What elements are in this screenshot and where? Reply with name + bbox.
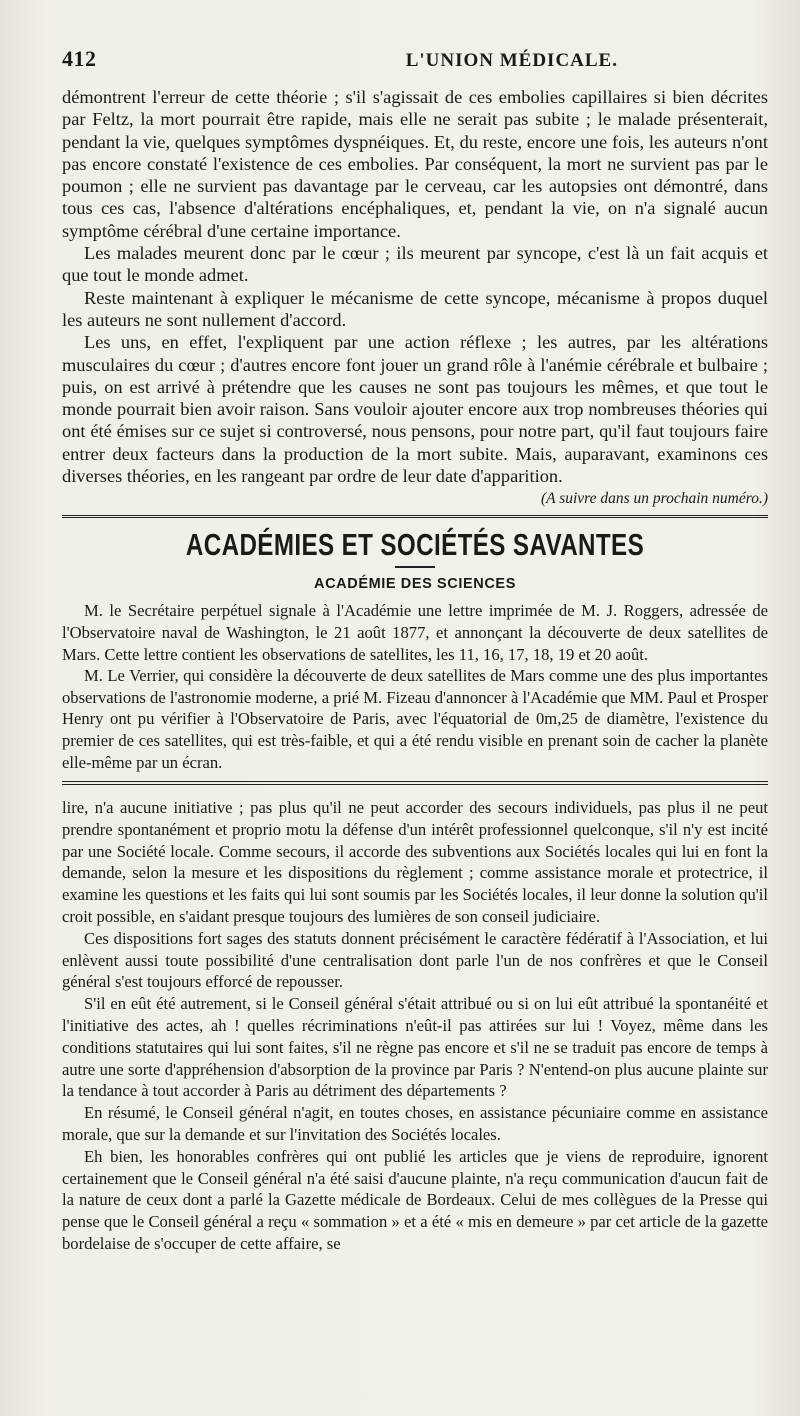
paragraph: S'il en eût été autrement, si le Conseil général s'était attribué ou si on lui eût attribué la spontanéité et l'initiative des actes, ah ! quelles récriminations n'eût-il pas attirées sur lui ! Voyez, même dans les conditions statutaires qui lui sont faites, s'il ne règne pas encore et s'il ne se traduit pas encore de temps à autre une sorte d'appréhension d'absorption de la province par Paris ? N'entend-on plus aucune plainte sur la tendance à tout accorder à Paris au détriment des départements ? xyxy=(62,994,768,1101)
paragraph: En résumé, le Conseil général n'agit, en toutes choses, en assistance pécuniaire comme en assistance morale, que sur la demande et sur l'invitation des Sociétés locales. xyxy=(62,1103,768,1145)
article-continuation xyxy=(62,86,768,509)
title-underline xyxy=(395,566,435,568)
paragraph: Ces dispositions fort sages des statuts donnent précisément le caractère fédératif à l'Association, et lui enlèvent aussi toute possibilité d'une centralisation dont parle l'un de nos confrères et que le Conseil général s'est toujours efforcé de repousser. xyxy=(62,928,768,992)
paragraph: lire, n'a aucune initiative ; pas plus qu'il ne peut accorder des secours individuels, pas plus il ne peut prendre spontanément et proprio motu la défense d'un intérêt professionnel quelconque, s'il n'y est incité par une Société locale. Comme secours, il accorde des subventions aux Sociétés locales qui lui en font la demande, selon la mesure et les dispositions du règlement ; comme assistance morale et protectrice, il examine les questions et les faits qui lui sont soumis par les Sociétés locales, il leur donne la solution qu'il croit possible, en s'aidant presque toujours des lumières de son conseil judiciaire. xyxy=(62,798,768,927)
continuation-note: (A suivre dans un prochain numéro.) xyxy=(540,490,768,508)
journal-title: L'UNION MÉDICALE. xyxy=(405,50,618,71)
page-number: 412 xyxy=(62,46,97,71)
academies-section xyxy=(62,528,768,773)
paragraph: M. Le Verrier, qui considère la découverte de deux satellites de Mars comme une des plus importantes observations de l'astronomie moderne, a prié M. Fizeau d'annoncer à l'Académie que MM. Paul et Prosper Henry ont pu vérifier à l'Observatoire de Paris, avec l'équatorial de 0m,25 de diamètre, l'existence du premier de ces satellites, qui est très-faible, et qui a été rendu visible en prenant soin de cacher la planète elle-même par un écran. xyxy=(62,666,768,772)
paragraph: Les uns, en effet, l'expliquent par une action réflexe ; les autres, par les altérations musculaires du cœur ; d'autres encore font jouer un grand rôle à l'anémie cérébrale et bulbaire ; puis, on est arrivé à prétendre que les causes ne sont pas toujours les mêmes, et que tout le monde pourrait bien avoir raison. Sans vouloir ajouter encore aux trop nombreuses théories qui ont été émises sur ce sujet si controversé, nous pensons, pour notre part, qu'il faut toujours faire entrer deux facteurs dans la production de la mort subite. Mais, auparavant, examinons ces diverses théories, en les rangeant par ordre de leur date d'apparition. xyxy=(62,332,768,487)
section-subtitle: ACADÉMIE DES SCIENCES xyxy=(314,576,516,593)
paragraph: Les malades meurent donc par le cœur ; ils meurent par syncope, c'est là un fait acquis et que tout le monde admet. xyxy=(62,243,768,286)
feuilleton-divider xyxy=(62,781,768,785)
paragraph: Reste maintenant à expliquer le mécanisme de cette syncope, mécanisme à propos duquel les auteurs ne sont nullement d'accord. xyxy=(62,287,768,330)
paragraph: M. le Secrétaire perpétuel signale à l'Académie une lettre imprimée de M. J. Roggers, adressée de l'Observatoire naval de Washington, le 21 août 1877, et annonçant la découverte de deux satellites de Mars. Cette lettre contient les observations de satellites, les 11, 16, 17, 18, 19 et 20 août. xyxy=(62,601,768,664)
feuilleton-section xyxy=(62,797,768,1255)
paragraph: Eh bien, les honorables confrères qui ont publié les articles que je viens de reproduire, ignorent certainement que le Conseil général n'a été saisi d'aucune plainte, n'a reçu communication d'aucun fait de la nature de ceux dont a parlé la Gazette médicale de Bordeaux. Celui de mes collègues de la Presse qui pense que le Conseil général a reçu « sommation » et a été « mis en demeure » par cet article de la gazette bordelaise de s'occuper de cette affaire, se xyxy=(62,1146,768,1254)
paragraph: démontrent l'erreur de cette théorie ; s'il s'agissait de ces embolies capillaires si bien décrites par Feltz, la mort pourrait être rapide, mais elle ne serait pas subite ; le malade présenterait, pendant la vie, quelques symptômes dyspnéiques. Et, du reste, encore une fois, les auteurs n'ont pas encore constaté l'existence de ces embolies. Par conséquent, la mort ne survient pas par le poumon ; elle ne survient pas davantage par le cerveau, car les autopsies ont démontré, dans tous ces cas, l'absence d'altérations encéphaliques, et, pendant la vie, on n'a signalé aucun symptôme cérébral d'une certaine importance. xyxy=(62,87,768,241)
running-header xyxy=(62,46,768,72)
section-title: ACADÉMIES ET SOCIÉTÉS SAVANTES xyxy=(185,527,645,563)
section-divider xyxy=(62,515,768,518)
